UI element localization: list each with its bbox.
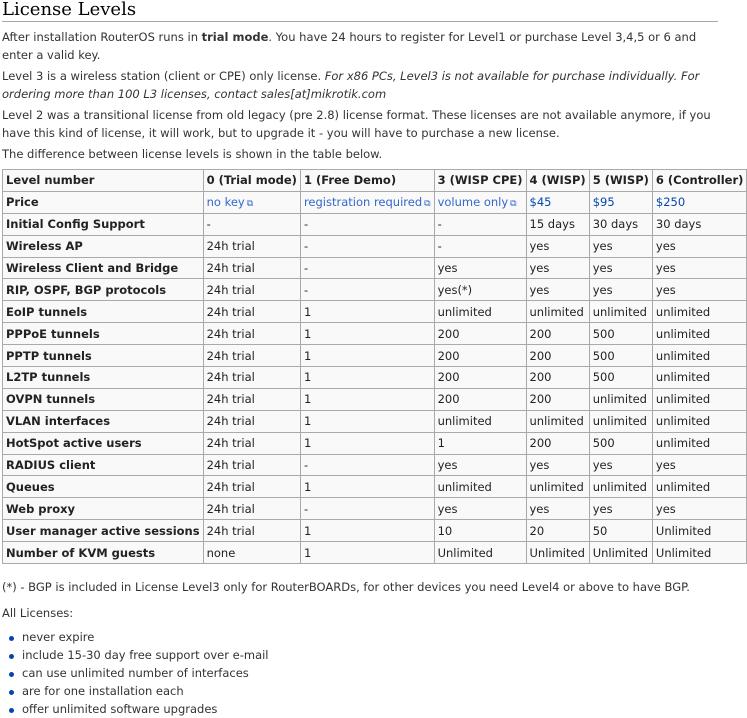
table-row [3, 410, 747, 432]
table-cell: 50 [589, 520, 652, 542]
table-cell: 500 [589, 432, 652, 454]
table-cell: unlimited [434, 301, 526, 323]
table-cell: 30 days [589, 213, 652, 235]
table-row [3, 213, 747, 235]
table-cell: 200 [434, 345, 526, 367]
table-cell: yes [589, 235, 652, 257]
row-label: Wireless Client and Bridge [3, 257, 204, 279]
table-header-cell: 4 (WISP) [526, 170, 589, 192]
table-cell: unlimited [526, 410, 589, 432]
section-heading: License Levels [2, 0, 718, 22]
price-level4-link[interactable]: $45 [529, 195, 552, 210]
table-cell: yes [589, 279, 652, 301]
list-item: never expire [22, 628, 720, 646]
table-cell: yes [652, 235, 746, 257]
table-cell: 24h trial [203, 388, 300, 410]
table-cell: 24h trial [203, 323, 300, 345]
table-cell: yes [526, 454, 589, 476]
table-cell: 200 [434, 367, 526, 389]
list-item: can use unlimited number of interfaces [22, 664, 720, 682]
table-cell: - [300, 257, 434, 279]
table-row [3, 301, 747, 323]
table-cell: - [203, 213, 300, 235]
table-cell: 500 [589, 345, 652, 367]
row-label: L2TP tunnels [3, 367, 204, 389]
table-cell: Unlimited [652, 520, 746, 542]
table-cell: unlimited [652, 301, 746, 323]
table-cell: 24h trial [203, 279, 300, 301]
all-licenses-label: All Licenses: [2, 606, 74, 621]
table-cell: 1 [300, 476, 434, 498]
price-label: Price [3, 191, 204, 213]
table-cell: 500 [589, 323, 652, 345]
price-level6-link[interactable]: $250 [655, 195, 686, 210]
table-cell: unlimited [434, 476, 526, 498]
table-cell: yes [652, 498, 746, 520]
table-row [3, 476, 747, 498]
price-row [3, 191, 747, 213]
level3-note: For x86 PCs, Level3 is not available for purchase individually. For ordering more than 100 L3 licenses, contact sales[at]mikrotik.com [2, 69, 700, 101]
table-cell: 200 [526, 388, 589, 410]
table-cell: 200 [526, 432, 589, 454]
table-cell: yes [526, 498, 589, 520]
table-cell: - [300, 213, 434, 235]
external-link-icon: ⧉ [246, 199, 254, 210]
table-cell: unlimited [652, 410, 746, 432]
table-cell: unlimited [589, 301, 652, 323]
table-cell: 24h trial [203, 520, 300, 542]
table-cell: 1 [300, 388, 434, 410]
table-cell: none [203, 542, 300, 564]
table-cell: yes [652, 279, 746, 301]
table-cell: - [300, 235, 434, 257]
bgp-footnote: (*) - BGP is included in License Level3 only for RouterBOARDs, for other devices you need Level4 or above to have BGP. [2, 580, 690, 595]
table-cell: yes [652, 257, 746, 279]
list-item: include 15-30 day free support over e-mail [22, 646, 720, 664]
price-cell [652, 191, 746, 213]
row-label: Number of KVM guests [3, 542, 204, 564]
row-label: Initial Config Support [3, 213, 204, 235]
intro-paragraph: After installation RouterOS runs in trial mode. You have 24 hours to register for Level1 or purchase Level 3,4,5 or 6 and enter a valid key. [2, 30, 697, 62]
list-item: offer unlimited software upgrades [22, 700, 720, 718]
table-cell: 200 [434, 388, 526, 410]
table-header-cell: 6 (Controller) [652, 170, 746, 192]
table-cell: yes [434, 257, 526, 279]
table-cell: Unlimited [589, 542, 652, 564]
table-cell: 500 [589, 367, 652, 389]
table-row [3, 235, 747, 257]
table-cell: unlimited [589, 476, 652, 498]
table-cell: Unlimited [526, 542, 589, 564]
table-cell: - [434, 235, 526, 257]
table-cell: yes [526, 279, 589, 301]
row-label: OVPN tunnels [3, 388, 204, 410]
table-cell: unlimited [652, 323, 746, 345]
all-licenses-list [2, 628, 720, 718]
table-cell: - [300, 279, 434, 301]
row-label: PPTP tunnels [3, 345, 204, 367]
table-cell: 24h trial [203, 367, 300, 389]
table-cell: unlimited [652, 432, 746, 454]
table-cell: 1 [300, 301, 434, 323]
table-header-cell: Level number [3, 170, 204, 192]
table-cell: 1 [300, 367, 434, 389]
row-label: Web proxy [3, 498, 204, 520]
table-row [3, 323, 747, 345]
registration-required-link[interactable]: registration required [303, 195, 423, 210]
table-header-cell: 3 (WISP CPE) [434, 170, 526, 192]
row-label: VLAN interfaces [3, 410, 204, 432]
table-cell: yes [526, 257, 589, 279]
table-cell: 24h trial [203, 410, 300, 432]
table-cell: yes(*) [434, 279, 526, 301]
list-item: are for one installation each [22, 682, 720, 700]
table-row [3, 279, 747, 301]
table-cell: Unlimited [434, 542, 526, 564]
table-cell: 1 [300, 323, 434, 345]
row-label: PPPoE tunnels [3, 323, 204, 345]
table-cell: 200 [526, 345, 589, 367]
table-cell: 1 [300, 410, 434, 432]
table-cell: yes [434, 498, 526, 520]
price-cell [589, 191, 652, 213]
price-cell [434, 191, 526, 213]
table-cell: unlimited [652, 476, 746, 498]
table-cell: 200 [526, 367, 589, 389]
table-cell: yes [434, 454, 526, 476]
table-cell: 24h trial [203, 257, 300, 279]
table-cell: yes [589, 498, 652, 520]
table-row [3, 345, 747, 367]
table-cell: 1 [300, 432, 434, 454]
level3-paragraph: Level 3 is a wireless station (client or CPE) only license. For x86 PCs, Level3 is not available for purchase individually. For ordering more than 100 L3 licenses, contact sales[at]mikrotik.com [2, 69, 700, 101]
table-cell: unlimited [652, 367, 746, 389]
row-label: Wireless AP [3, 235, 204, 257]
row-label: Queues [3, 476, 204, 498]
price-level5-link[interactable]: $95 [592, 195, 615, 210]
table-cell: unlimited [589, 388, 652, 410]
table-row [3, 432, 747, 454]
table-header-cell: 1 (Free Demo) [300, 170, 434, 192]
row-label: EoIP tunnels [3, 301, 204, 323]
table-cell: unlimited [652, 388, 746, 410]
table-header-row [3, 170, 747, 192]
row-label: RADIUS client [3, 454, 204, 476]
no-key-link[interactable]: no key [206, 195, 245, 210]
table-header-cell: 0 (Trial mode) [203, 170, 300, 192]
table-cell: 24h trial [203, 432, 300, 454]
table-cell: 1 [300, 542, 434, 564]
table-row [3, 454, 747, 476]
table-cell: 20 [526, 520, 589, 542]
table-cell: 200 [526, 323, 589, 345]
table-cell: - [434, 213, 526, 235]
external-link-icon: ⧉ [510, 199, 517, 210]
table-cell: 1 [300, 345, 434, 367]
table-cell: 24h trial [203, 476, 300, 498]
table-row [3, 367, 747, 389]
table-cell: 200 [434, 323, 526, 345]
volume-only-link[interactable]: volume only [437, 195, 509, 210]
table-row [3, 542, 747, 564]
table-cell: yes [526, 235, 589, 257]
table-cell: 24h trial [203, 301, 300, 323]
trial-mode-bold: trial mode [201, 30, 269, 44]
table-cell: yes [652, 454, 746, 476]
table-cell: 30 days [652, 213, 746, 235]
table-cell: unlimited [526, 301, 589, 323]
table-cell: 10 [434, 520, 526, 542]
row-label: HotSpot active users [3, 432, 204, 454]
level2-paragraph: Level 2 was a transitional license from old legacy (pre 2.8) license format. These licenses are not available anymore, if you have this kind of license, it will work, but to upgrade it - you will have to purchase a new license. [2, 108, 711, 140]
table-row [3, 498, 747, 520]
price-cell [526, 191, 589, 213]
table-cell: unlimited [434, 410, 526, 432]
table-cell: 24h trial [203, 235, 300, 257]
table-cell: 1 [434, 432, 526, 454]
table-row [3, 257, 747, 279]
table-cell: yes [589, 454, 652, 476]
table-row [3, 388, 747, 410]
table-cell: 15 days [526, 213, 589, 235]
table-cell: yes [589, 257, 652, 279]
table-cell: unlimited [589, 410, 652, 432]
table-header-cell: 5 (WISP) [589, 170, 652, 192]
row-label: User manager active sessions [3, 520, 204, 542]
row-label: RIP, OSPF, BGP protocols [3, 279, 204, 301]
table-cell: 24h trial [203, 454, 300, 476]
table-cell: unlimited [652, 345, 746, 367]
license-table [2, 169, 747, 564]
table-cell: 1 [300, 520, 434, 542]
price-cell [203, 191, 300, 213]
table-cell: unlimited [526, 476, 589, 498]
price-cell [300, 191, 434, 213]
external-link-icon: ⧉ [424, 199, 431, 210]
table-cell: 24h trial [203, 345, 300, 367]
table-cell: - [300, 454, 434, 476]
difference-paragraph: The difference between license levels is shown in the table below. [2, 147, 383, 161]
table-cell: - [300, 498, 434, 520]
table-row [3, 520, 747, 542]
table-cell: 24h trial [203, 498, 300, 520]
table-cell: Unlimited [652, 542, 746, 564]
